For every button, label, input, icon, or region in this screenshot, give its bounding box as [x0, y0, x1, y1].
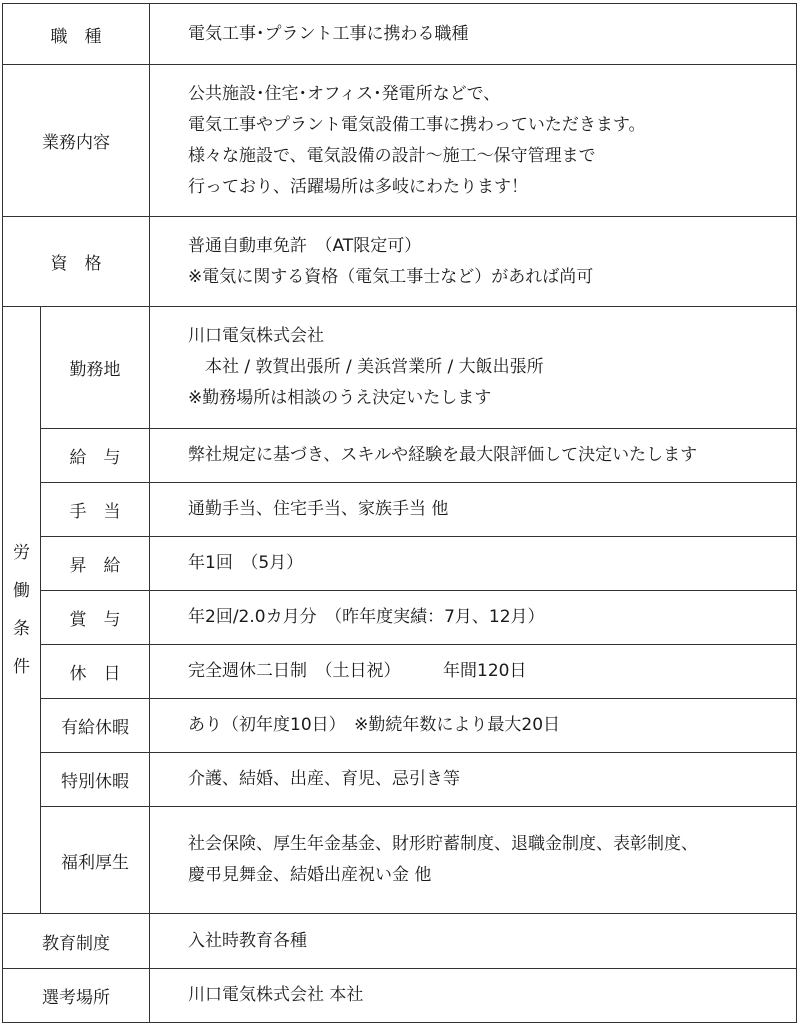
label-qualification: 資 格	[3, 217, 150, 307]
label-paid-leave: 有給休暇	[41, 699, 150, 753]
text-line: 電気工事･プラント工事に携わる職種	[188, 23, 469, 44]
row-paid-leave	[3, 699, 797, 753]
label-holidays: 休 日	[41, 645, 150, 699]
row-duties	[3, 65, 797, 217]
value-training	[150, 914, 797, 969]
row-training	[3, 914, 797, 969]
text-line: ※勤務場所は相談のうえ決定いたします	[188, 388, 492, 408]
value-paid-leave	[150, 699, 797, 753]
value-duties	[150, 65, 797, 217]
text-line: 行っており、活躍場所は多岐にわたります！	[188, 176, 528, 197]
label-allowance: 手 当	[41, 483, 150, 537]
row-special-leave	[3, 753, 797, 807]
label-workplace: 勤務地	[41, 307, 150, 429]
text-line: 慶弔見舞金、結婚出産祝い金 他	[188, 865, 432, 885]
row-raise	[3, 537, 797, 591]
label-working-conditions	[3, 307, 41, 914]
label-training: 教育制度	[3, 914, 150, 969]
row-salary	[3, 429, 797, 483]
value-workplace	[150, 307, 797, 429]
label-special-leave: 特別休暇	[41, 753, 150, 807]
text-line: 公共施設･住宅･オフィス･発電所などで、	[188, 83, 501, 104]
text-line: 電気工事やプラント電気設備工事に携わっていただきます。	[188, 114, 646, 135]
row-job-type	[3, 4, 797, 65]
label-bonus: 賞 与	[41, 591, 150, 645]
text-line: 年1回 （5月）	[188, 553, 304, 573]
label-duties: 業務内容	[3, 65, 150, 217]
text-line: 普通自動車免許 （AT限定可）	[188, 235, 422, 256]
text-line: 入社時教育各種	[188, 930, 307, 951]
text-line: 本社 / 敦賀出張所 / 美浜営業所 / 大飯出張所	[188, 357, 544, 377]
row-selection-place	[3, 969, 797, 1023]
text-line: 完全週休二日制 （土日祝） 年間120日	[188, 661, 527, 681]
row-holidays	[3, 645, 797, 699]
value-qualification	[150, 217, 797, 307]
text-line: 弊社規定に基づき、スキルや経験を最大限評価して決定いたします	[188, 445, 698, 465]
value-special-leave	[150, 753, 797, 807]
value-bonus	[150, 591, 797, 645]
value-job-type	[150, 4, 797, 65]
job-details-table	[2, 3, 797, 1023]
text-line: 川口電気株式会社	[188, 326, 324, 346]
value-selection-place	[150, 969, 797, 1023]
label-selection-place: 選考場所	[3, 969, 150, 1023]
row-allowance	[3, 483, 797, 537]
vertical-group-label: 労働条件	[13, 543, 30, 677]
value-salary	[150, 429, 797, 483]
row-qualification	[3, 217, 797, 307]
text-line: 様々な施設で、電気設備の設計～施工～保守管理まで	[188, 145, 596, 166]
value-allowance	[150, 483, 797, 537]
text-line: あり（初年度10日） ※勤続年数により最大20日	[188, 715, 561, 735]
text-line: 通勤手当、住宅手当、家族手当 他	[188, 499, 449, 519]
text-line: 年2回/2.0カ月分 （昨年度実績：7月、12月）	[188, 607, 545, 627]
row-workplace	[3, 307, 797, 429]
row-welfare	[3, 807, 797, 914]
text-line: 川口電気株式会社 本社	[188, 985, 364, 1005]
label-welfare: 福利厚生	[41, 807, 150, 914]
text-line: 社会保険、厚生年金基金、財形貯蓄制度、退職金制度、表彰制度、	[188, 834, 698, 854]
value-holidays	[150, 645, 797, 699]
text-line: 介護、結婚、出産、育児、忌引き等	[188, 769, 460, 789]
label-salary: 給 与	[41, 429, 150, 483]
label-job-type: 職 種	[3, 4, 150, 65]
value-welfare	[150, 807, 797, 914]
value-raise	[150, 537, 797, 591]
text-line: ※電気に関する資格（電気工事士など）があれば尚可	[188, 266, 594, 287]
label-raise: 昇 給	[41, 537, 150, 591]
row-bonus	[3, 591, 797, 645]
